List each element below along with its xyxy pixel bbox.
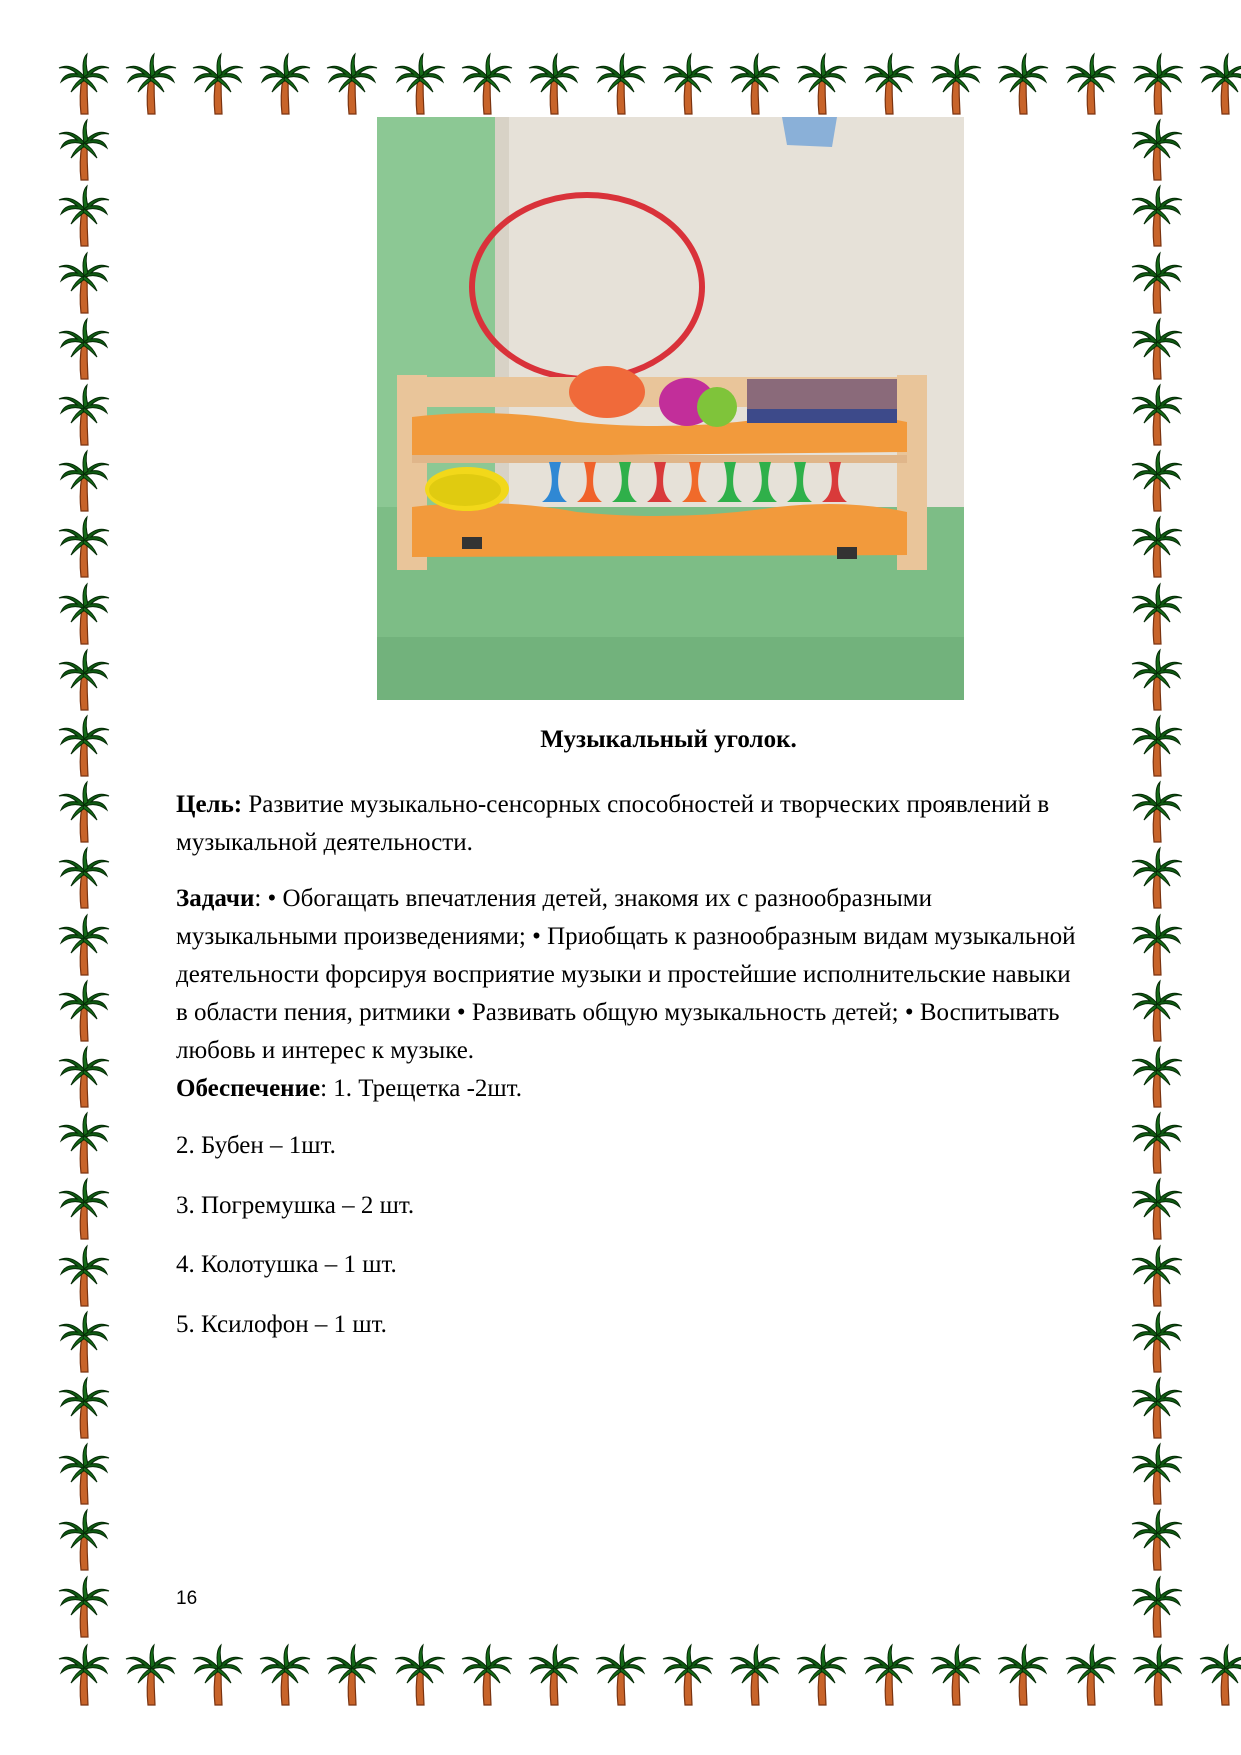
palm-tree-icon [929,52,983,116]
palm-tree-icon [393,52,447,116]
page-number: 16 [176,1588,198,1609]
palm-tree-icon [57,913,111,977]
palm-tree-icon [1130,780,1184,844]
palm-tree-icon [57,1111,111,1175]
palm-tree-icon [57,648,111,712]
palm-tree-icon [57,780,111,844]
palm-tree-icon [1130,1045,1184,1109]
provision-label: Обеспечение [176,1075,321,1102]
palm-tree-icon [57,52,111,116]
palm-tree-icon [258,52,312,116]
palm-tree-icon [996,52,1050,116]
palm-tree-icon [258,1643,312,1707]
palm-tree-icon [1198,1643,1241,1707]
palm-tree-icon [57,1045,111,1109]
palm-tree-icon [1130,251,1184,315]
music-corner-photo [377,117,964,700]
palm-tree-icon [1130,648,1184,712]
palm-tree-icon [1130,913,1184,977]
palm-tree-icon [57,515,111,579]
palm-tree-icon [57,184,111,248]
palm-tree-icon [57,383,111,447]
palm-tree-icon [57,317,111,381]
palm-tree-icon [393,1643,447,1707]
provision-item: 2. Бубен – 1шт. [176,1132,336,1159]
palm-tree-icon [57,846,111,910]
palm-tree-icon [57,449,111,513]
tasks-text: : • Обогащать впечатления детей, знакомя их с разнообразными музыкальными произведениями; • Приобщать к разнообразным видам музыкальной деятельности форсируя восприятие музыки и простейшие исполнительские навыки в области пения, ритмики • Развивать общую музыкальность детей; • Воспитывать любовь и интерес к музыке. [176,885,1076,1064]
palm-tree-icon [1064,1643,1118,1707]
provision-first-item: : 1. Трещетка -2шт. [320,1075,522,1102]
palm-tree-icon [1130,1310,1184,1374]
goal-paragraph [176,786,1081,862]
palm-tree-icon [594,1643,648,1707]
palm-tree-icon [191,1643,245,1707]
palm-tree-icon [1130,1111,1184,1175]
palm-tree-icon [1130,846,1184,910]
palm-tree-icon [1130,979,1184,1043]
palm-tree-icon [527,1643,581,1707]
provision-item: 5. Ксилофон – 1 шт. [176,1311,387,1338]
palm-tree-icon [57,1643,111,1707]
goal-label: Цель: [176,791,243,818]
palm-tree-icon [124,1643,178,1707]
palm-tree-icon [57,118,111,182]
palm-tree-icon [57,979,111,1043]
palm-tree-icon [1198,52,1241,116]
palm-tree-icon [124,52,178,116]
palm-tree-icon [1131,52,1185,116]
palm-tree-icon [929,1643,983,1707]
palm-tree-icon [1064,52,1118,116]
tasks-paragraph [176,880,1081,1108]
palm-tree-icon [57,1376,111,1440]
palm-tree-icon [1130,515,1184,579]
palm-tree-icon [1131,1643,1185,1707]
palm-tree-icon [661,52,715,116]
tasks-label: Задачи [176,885,255,912]
section-title: Музыкальный уголок. [540,726,797,753]
palm-tree-icon [57,1442,111,1506]
palm-tree-icon [57,1508,111,1572]
palm-tree-icon [1130,1177,1184,1241]
palm-tree-icon [862,1643,916,1707]
palm-tree-icon [325,1643,379,1707]
palm-tree-icon [57,1575,111,1639]
palm-tree-icon [1130,1442,1184,1506]
palm-tree-icon [57,1244,111,1308]
palm-tree-icon [191,52,245,116]
palm-tree-icon [1130,184,1184,248]
palm-tree-icon [1130,118,1184,182]
palm-tree-icon [1130,1376,1184,1440]
palm-tree-icon [1130,449,1184,513]
palm-tree-icon [594,52,648,116]
palm-tree-icon [661,1643,715,1707]
palm-tree-icon [325,52,379,116]
palm-tree-icon [1130,317,1184,381]
provision-item: 3. Погремушка – 2 шт. [176,1192,415,1219]
palm-tree-icon [57,1310,111,1374]
palm-tree-icon [57,1177,111,1241]
palm-tree-icon [57,582,111,646]
palm-tree-icon [1130,582,1184,646]
palm-tree-icon [1130,383,1184,447]
palm-tree-icon [57,251,111,315]
palm-tree-icon [795,1643,849,1707]
palm-tree-icon [1130,1575,1184,1639]
palm-tree-icon [728,1643,782,1707]
palm-tree-icon [460,1643,514,1707]
palm-tree-icon [460,52,514,116]
palm-tree-icon [1130,1244,1184,1308]
palm-tree-icon [527,52,581,116]
palm-tree-icon [996,1643,1050,1707]
palm-tree-icon [862,52,916,116]
palm-tree-icon [728,52,782,116]
palm-tree-icon [795,52,849,116]
provision-item: 4. Колотушка – 1 шт. [176,1251,397,1278]
goal-text: Развитие музыкально-сенсорных способностей и творческих проявлений в музыкальной деятельности. [176,791,1050,856]
palm-tree-icon [1130,1508,1184,1572]
